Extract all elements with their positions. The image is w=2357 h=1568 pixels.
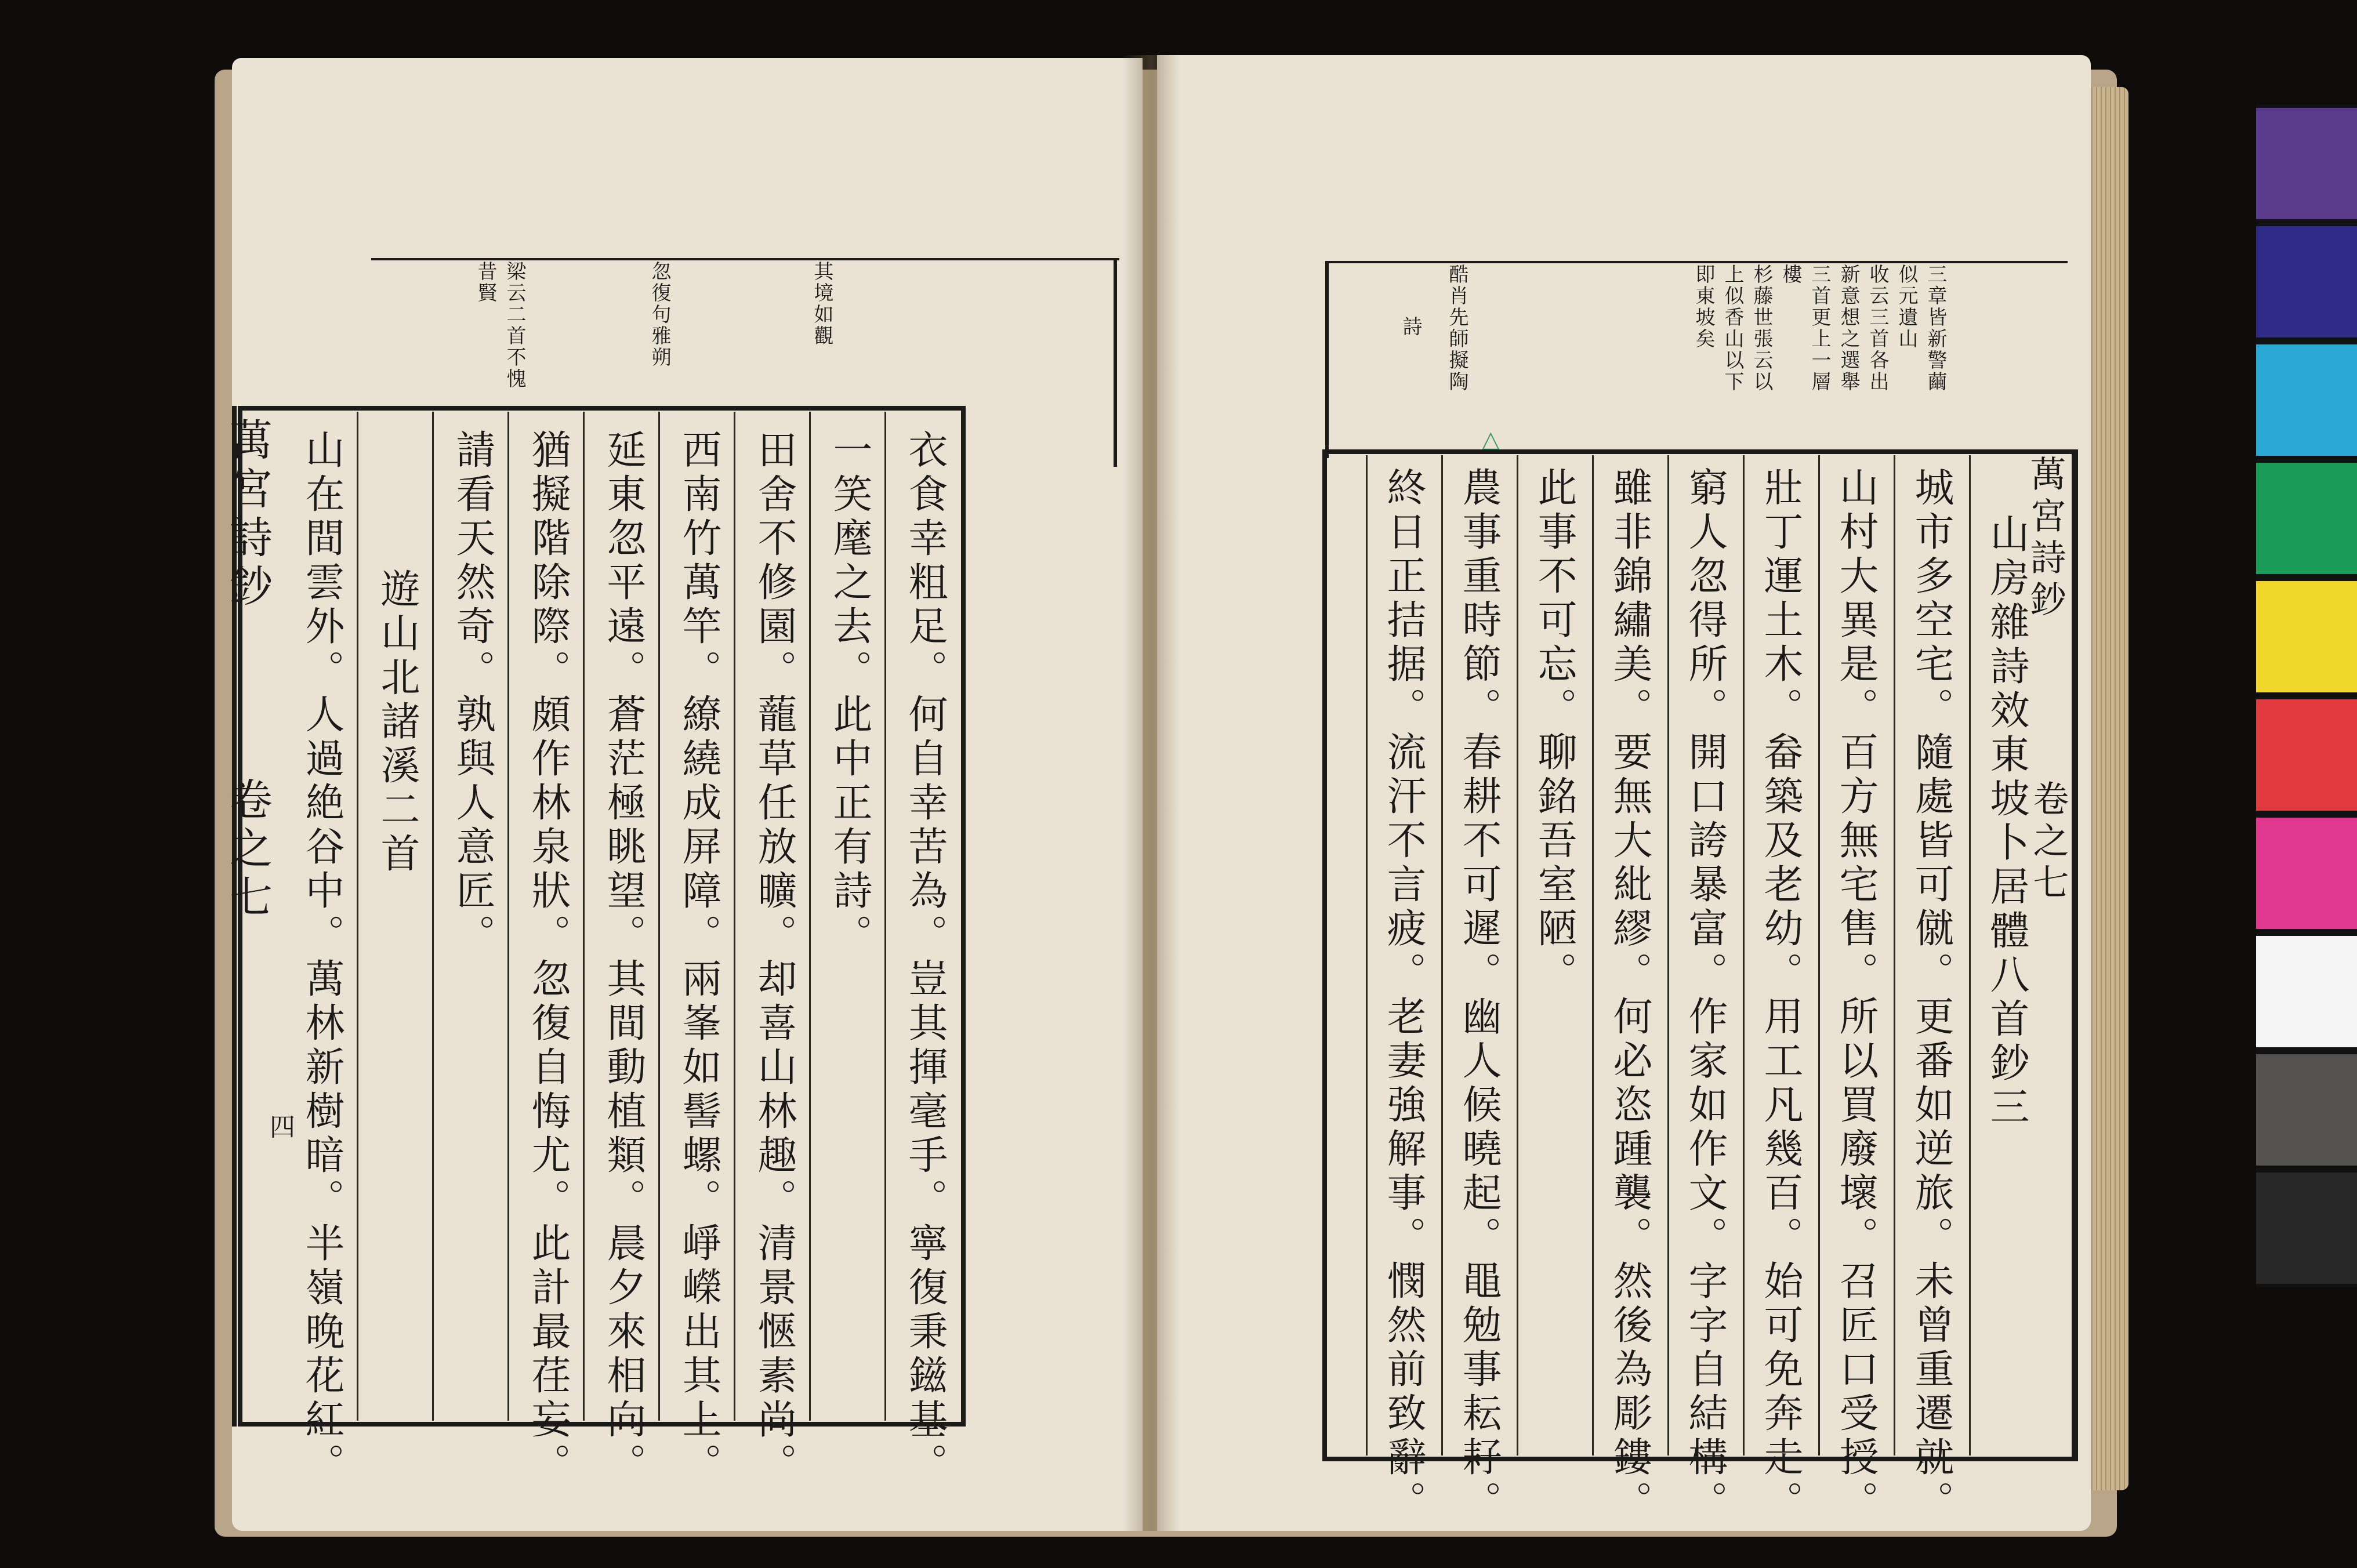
column-divider	[1894, 455, 1895, 1456]
column-divider	[658, 412, 660, 1421]
right-column-2: 城市多空宅。隨處皆可僦。更番如逆旅。未曾重遷就。	[1908, 467, 1954, 1525]
left-column-5: 延東忽平遠。蒼茫極眺望。其間動植類。晨夕來相向。	[600, 429, 646, 1487]
column-divider	[1818, 455, 1820, 1456]
right-column-1-title: 山房雜詩效東坡卜居體八首鈔三	[1983, 513, 2029, 1130]
column-divider	[1366, 455, 1368, 1456]
left-margin-title: 萬宮詩鈔	[223, 418, 273, 612]
column-divider	[1743, 455, 1745, 1456]
column-divider	[1969, 455, 1971, 1456]
left-column-4: 西南竹萬竿。繚繞成屏障。兩峯如髻螺。崢嶸出其上。	[676, 429, 721, 1487]
color-swatch	[2256, 699, 2357, 811]
header-edge-rule	[1114, 258, 1117, 467]
right-note-4: 新意想之選舉	[1837, 264, 1860, 393]
right-note-9: 即東坡矣	[1692, 264, 1715, 350]
right-note-11: 詩	[1399, 316, 1422, 337]
page-stack-edge	[2088, 87, 2128, 1490]
right-note-5: 三首更上一層	[1808, 264, 1831, 393]
header-rule	[371, 258, 1119, 260]
right-note-6: 樓	[1779, 264, 1802, 285]
right-column-4: 壯丁運土木。畚築及老幼。用工凡幾百。始可免奔走。	[1757, 467, 1803, 1525]
color-swatch	[2256, 936, 2357, 1047]
left-note-4: 昔賢	[474, 261, 497, 304]
right-note-10: 酷肖先師擬陶	[1445, 264, 1468, 393]
column-divider	[1592, 455, 1594, 1456]
left-column-1: 衣食幸粗足。何自幸苦為。豈其揮毫手。寧復秉鎡基。	[902, 429, 948, 1487]
left-note-2: 忽復句雅朔	[648, 261, 671, 368]
right-column-5: 窮人忽得所。開口誇暴富。作家如作文。字字自結構。	[1682, 467, 1728, 1525]
header-rule	[1325, 261, 2068, 263]
color-swatch	[2256, 463, 2357, 574]
left-column-6: 猶擬階除際。頗作林泉狀。忽復自悔尤。此計最荏妄。	[525, 429, 571, 1487]
color-swatch	[2256, 226, 2357, 337]
right-column-9: 終日正拮据。流汗不言疲。老妻強解事。憫然前致辭。	[1380, 467, 1426, 1525]
right-note-2: 似元遺山	[1895, 264, 1918, 350]
right-note-1: 三章皆新警繭	[1924, 264, 1947, 393]
right-column-3: 山村大異是。百方無宅售。所以買廢壞。召匠口受授。	[1833, 467, 1879, 1525]
right-margin-volume: 卷之七	[2027, 780, 2069, 905]
left-column-9: 山在間雲外。人過絶谷中。萬林新樹暗。半嶺晚花紅。	[299, 429, 345, 1487]
header-edge-rule	[1325, 261, 1329, 458]
column-divider	[734, 412, 735, 1421]
left-margin-volume: 卷之七	[223, 777, 273, 923]
folio-number: 四	[265, 1113, 295, 1141]
left-note-1: 其境如觀	[810, 261, 833, 347]
column-divider	[357, 412, 358, 1421]
column-divider	[884, 412, 886, 1421]
column-divider	[1517, 455, 1518, 1456]
color-swatch	[2256, 581, 2357, 692]
column-divider	[1441, 455, 1443, 1456]
book-spine-gutter	[1122, 55, 1180, 1531]
color-calibration-chart	[2256, 104, 2357, 1287]
right-margin-title: 萬宮詩鈔	[2024, 455, 2066, 622]
left-column-3: 田舍不修園。蘢草任放曠。却喜山林趣。清景愜素尚。	[751, 429, 797, 1487]
left-column-7: 請看天然奇。孰與人意匠。	[449, 429, 495, 958]
right-note-7: 杉藤世張云以	[1750, 264, 1773, 393]
right-column-7: 此事不可忘。聊銘吾室陋。	[1531, 467, 1577, 996]
green-triangle-mark: △	[1482, 426, 1500, 453]
right-note-3: 收云三首各出	[1866, 264, 1889, 393]
left-page	[223, 58, 1143, 1531]
column-divider	[507, 412, 509, 1421]
color-swatch	[2256, 818, 2357, 929]
left-column-2: 一笑麾之去。此中正有詩。	[826, 429, 872, 958]
color-swatch	[2256, 1054, 2357, 1166]
color-swatch	[2256, 108, 2357, 219]
color-swatch	[2256, 344, 2357, 456]
column-divider	[583, 412, 585, 1421]
column-divider	[1667, 455, 1669, 1456]
right-page	[1157, 55, 2091, 1531]
right-column-6: 雖非錦繡美。要無大紕繆。何必恣踵襲。然後為彫鏤。	[1607, 467, 1652, 1525]
column-divider	[809, 412, 811, 1421]
left-note-3: 梁云二首不愧	[503, 261, 526, 390]
left-column-8-title: 遊山北諸溪二首	[374, 568, 420, 877]
column-divider	[432, 412, 434, 1421]
color-swatch	[2256, 1173, 2357, 1284]
outer-margin-rule	[2073, 449, 2078, 1461]
right-column-8: 農事重時節。春耕不可遲。幽人候曉起。黽勉事耘耔。	[1456, 467, 1502, 1525]
right-note-8: 上似香山以下	[1721, 264, 1744, 393]
